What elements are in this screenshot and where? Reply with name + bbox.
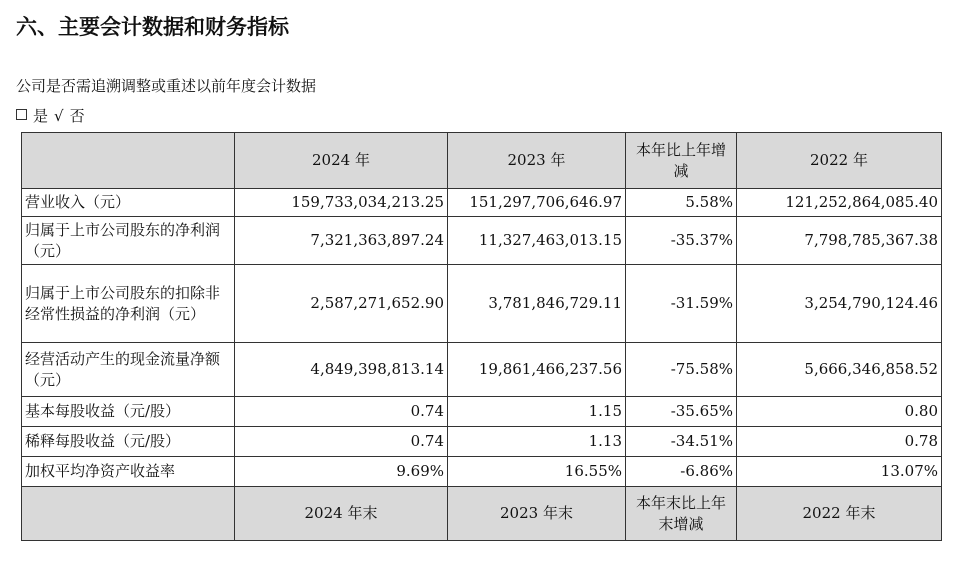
- cell-value: -35.65%: [626, 397, 737, 427]
- table-row: [22, 189, 942, 217]
- cell-value: 9.69%: [235, 457, 448, 487]
- footer-header-cell-change: 本年末比上年末增减: [626, 487, 737, 541]
- cell-value: 3,254,790,124.46: [737, 265, 942, 343]
- table-row: [22, 265, 942, 343]
- row-label: 基本每股收益（元/股）: [22, 397, 235, 427]
- checkbox-yes: [16, 109, 27, 120]
- cell-value: 19,861,466,237.56: [448, 343, 626, 397]
- footer-header-cell-2023: 2023 年末: [448, 487, 626, 541]
- header-cell-empty: [22, 133, 235, 189]
- cell-value: 4,849,398,813.14: [235, 343, 448, 397]
- key-financial-data-table: [21, 132, 942, 541]
- header-cell-2022: 2022 年: [737, 133, 942, 189]
- cell-value: 13.07%: [737, 457, 942, 487]
- table-row: [22, 457, 942, 487]
- cell-value: -31.59%: [626, 265, 737, 343]
- table-row: [22, 397, 942, 427]
- cell-value: -34.51%: [626, 427, 737, 457]
- cell-value: -6.86%: [626, 457, 737, 487]
- row-label: 经营活动产生的现金流量净额（元）: [22, 343, 235, 397]
- footer-header-cell-2022: 2022 年末: [737, 487, 942, 541]
- cell-value: 1.15: [448, 397, 626, 427]
- cell-value: -35.37%: [626, 217, 737, 265]
- table-footer-header-row: [22, 487, 942, 541]
- section-title: 六、主要会计数据和财务指标: [16, 15, 289, 39]
- table-header-row: [22, 133, 942, 189]
- cell-value: -75.58%: [626, 343, 737, 397]
- row-label: 归属于上市公司股东的扣除非经常性损益的净利润（元）: [22, 265, 235, 343]
- header-cell-change: 本年比上年增减: [626, 133, 737, 189]
- cell-value: 0.78: [737, 427, 942, 457]
- cell-value: 11,327,463,013.15: [448, 217, 626, 265]
- answer-yes-label: 是: [33, 107, 49, 125]
- row-label: 稀释每股收益（元/股）: [22, 427, 235, 457]
- cell-value: 7,321,363,897.24: [235, 217, 448, 265]
- cell-value: 5.58%: [626, 189, 737, 217]
- table-row: [22, 343, 942, 397]
- cell-value: 0.74: [235, 427, 448, 457]
- check-mark-icon: √: [54, 107, 64, 125]
- cell-value: 2,587,271,652.90: [235, 265, 448, 343]
- row-label: 加权平均净资产收益率: [22, 457, 235, 487]
- table-row: [22, 217, 942, 265]
- restatement-question: 公司是否需追溯调整或重述以前年度会计数据: [16, 77, 317, 95]
- restatement-answer: [16, 104, 91, 128]
- answer-no-label: 否: [69, 107, 85, 125]
- table-row: [22, 427, 942, 457]
- cell-value: 0.80: [737, 397, 942, 427]
- cell-value: 151,297,706,646.97: [448, 189, 626, 217]
- cell-value: 3,781,846,729.11: [448, 265, 626, 343]
- cell-value: 121,252,864,085.40: [737, 189, 942, 217]
- cell-value: 1.13: [448, 427, 626, 457]
- cell-value: 0.74: [235, 397, 448, 427]
- cell-value: 5,666,346,858.52: [737, 343, 942, 397]
- header-cell-2023: 2023 年: [448, 133, 626, 189]
- cell-value: 7,798,785,367.38: [737, 217, 942, 265]
- cell-value: 159,733,034,213.25: [235, 189, 448, 217]
- row-label: 归属于上市公司股东的净利润（元）: [22, 217, 235, 265]
- cell-value: 16.55%: [448, 457, 626, 487]
- footer-header-cell-empty: [22, 487, 235, 541]
- header-cell-2024: 2024 年: [235, 133, 448, 189]
- footer-header-cell-2024: 2024 年末: [235, 487, 448, 541]
- row-label: 营业收入（元）: [22, 189, 235, 217]
